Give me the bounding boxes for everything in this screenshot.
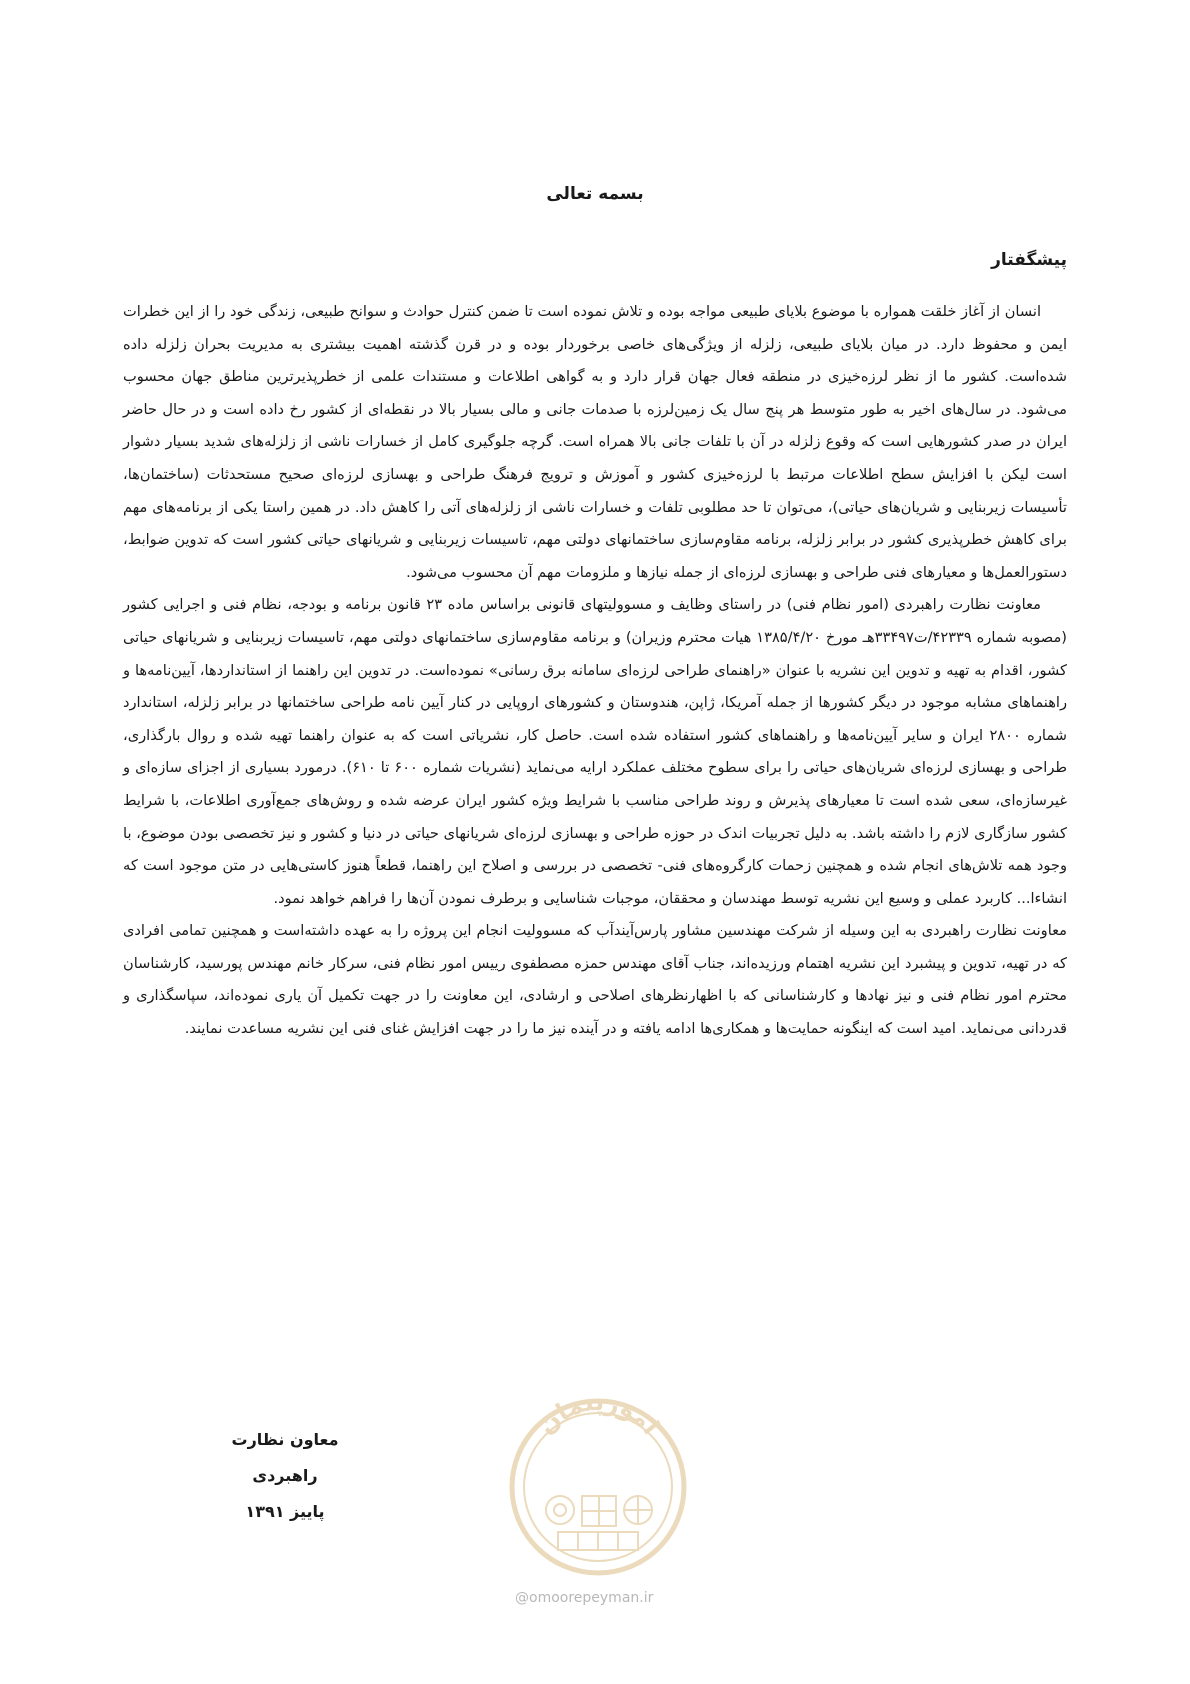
watermark-stamp-logo [498, 1392, 698, 1582]
watermark-url: @omoorepeyman.ir [515, 1590, 654, 1606]
svg-text:امورپیمان [532, 1392, 665, 1440]
paragraph-acknowledgement: معاونت نظارت راهبردی به این وسیله از شرکت مهندسین مشاور پارس‌آیندآب که مسوولیت انجام این پروژه را به عهده داشته‌است و همچنین تمامی افرادی که در تهیه، تدوین و پیشبرد این نشریه اهتمام ورزیده‌اند، جناب آقای مهندس حمزه مصطفوی رییس امور نظام فنی، سرکار خانم مهندس پورسید، کارشناسان محترم امور نظام فنی و نیز نهادها و کارشناسانی که با اظهارنظرهای اصلاحی و ارشادی، این معاونت را در جهت تکمیل آن یاری نموده‌اند، سپاسگذاری و قدردانی می‌نماید. امید است که اینگونه حمایت‌ها و همکاری‌ها ادامه یافته و در آینده نیز ما را در جهت افزایش غنای فنی این نشریه مساعدت نمایند. [123, 922, 1067, 1038]
signature-date: پاییز ۱۳۹۱ [245, 1502, 325, 1521]
paragraph-intro: انسان از آغاز خلقت همواره با موضوع بلایای طبیعی مواجه بوده و تلاش نموده است تا ضمن کنترل حوادث و سوانح طبیعی، زندگی خود را از این خطرات ایمن و محفوظ دارد. در میان بلایای طبیعی، زلزله از ویژگی‌های خاصی برخوردار بوده و در قرن گذشته اهمیت بیشتری به مدیریت بحران زلزله داده شده‌است. کشور ما از نظر لرزه‌خیزی در منطقه فعال جهان قرار دارد و به گواهی اطلاعات و مستندات علمی از خطرپذیرترین مناطق جهان محسوب می‌شود. در سال‌های اخیر به طور متوسط هر پنج سال یک زمین‌لرزه با صدمات جانی و مالی بسیار بالا در نقطه‌ای از کشور رخ داده است و در حال حاضر ایران در صدر کشورهایی است که وقوع زلزله در آن با تلفات جانی بالا همراه است. گرچه جلوگیری کامل از خسارات ناشی از زلزله‌های شدید بسیار دشوار است لیکن با افزایش سطح اطلاعات مرتبط با لرزه‌خیزی کشور و آموزش و ترویج فرهنگ طراحی و بهسازی لرزه‌ای صحیح مستحدثات (ساختمان‌ها، تأسیسات زیربنایی و شریان‌های حیاتی)، می‌توان تا حد مطلوبی تلفات و خسارات ناشی از زلزله‌های آتی را کاهش داد. در همین راستا یکی از برنامه‌های مهم برای کاهش خطرپذیری کشور در برابر زلزله، برنامه مقاوم‌سازی ساختمانهای دولتی مهم، تاسیسات زیربنایی و شریانهای حیاتی کشور است که تدوین ضوابط، دستورالعمل‌ها و معیارهای فنی طراحی و بهسازی لرزه‌ای از جمله نیازها و ملزومات مهم آن محسوب می‌شود. [123, 303, 1067, 581]
document-heading: بسمه تعالی [546, 184, 644, 204]
body-text [123, 296, 1067, 1046]
signature-title: معاون نظارت راهبردی [231, 1430, 339, 1485]
paragraph-methodology: معاونت نظارت راهبردی (امور نظام فنی) در راستای وظایف و مسوولیتهای قانونی براساس ماده ۲۳ قانون برنامه و بودجه، نظام فنی و اجرایی کشور (مصوبه شماره ۴۲۳۳۹/ت۳۳۴۹۷هـ مورخ ۱۳۸۵/۴/۲۰ هیات محترم وزیران) و برنامه مقاوم‌سازی ساختمانهای دولتی مهم، تاسیسات زیربنایی و شریانهای حیاتی کشور، اقدام به تهیه و تدوین این نشریه با عنوان «راهنمای طراحی لرزه‌ای سامانه برق رسانی» نموده‌است. در تدوین این راهنما از استانداردها، آیین‌نامه‌ها و راهنماهای مشابه موجود در دیگر کشورها از جمله آمریکا، ژاپن، هندوستان و کشورهای اروپایی در کنار آیین نامه طراحی ساختمانها در برابر زلزله، استاندارد شماره ۲۸۰۰ ایران و سایر آیین‌نامه‌ها و راهنماهای کشور استفاده شده است. حاصل کار، نشریاتی است که به عنوان راهنما تهیه شده و روال بارگذاری، طراحی و بهسازی لرزه‌ای شریان‌های حیاتی را برای سطوح مختلف عملکرد ارایه می‌نماید (نشریات شماره ۶۰۰ تا ۶۱۰). درمورد بسیاری از اجزای سازه‌ای و غیرسازه‌ای، سعی شده است تا معیارهای پذیرش و روند طراحی مناسب با شرایط ویژه کشور ایران عرضه شده و روش‌های جمع‌آوری اطلاعات، با شرایط کشور سازگاری لازم را داشته باشد. به دلیل تجربیات اندک در حوزه طراحی و بهسازی لرزه‌ای شریانهای حیاتی در دنیا و کشور و نیز تخصصی بودن موضوع، با وجود همه تلاش‌های انجام شده و همچنین زحمات کارگروه‌های فنی- تخصصی در بررسی و اصلاح این راهنما، قطعاً هنوز کاستی‌هایی در متن موجود است که انشاءا... کاربرد عملی و وسیع این نشریه توسط مهندسان و محققان، موجبات شناسایی و برطرف نمودن آن‌ها را فراهم خواهد نمود. [123, 596, 1067, 907]
section-title: پیشگفتار [991, 250, 1067, 270]
signature-block [200, 1422, 370, 1530]
stamp-text: امورپیمان [532, 1392, 665, 1440]
